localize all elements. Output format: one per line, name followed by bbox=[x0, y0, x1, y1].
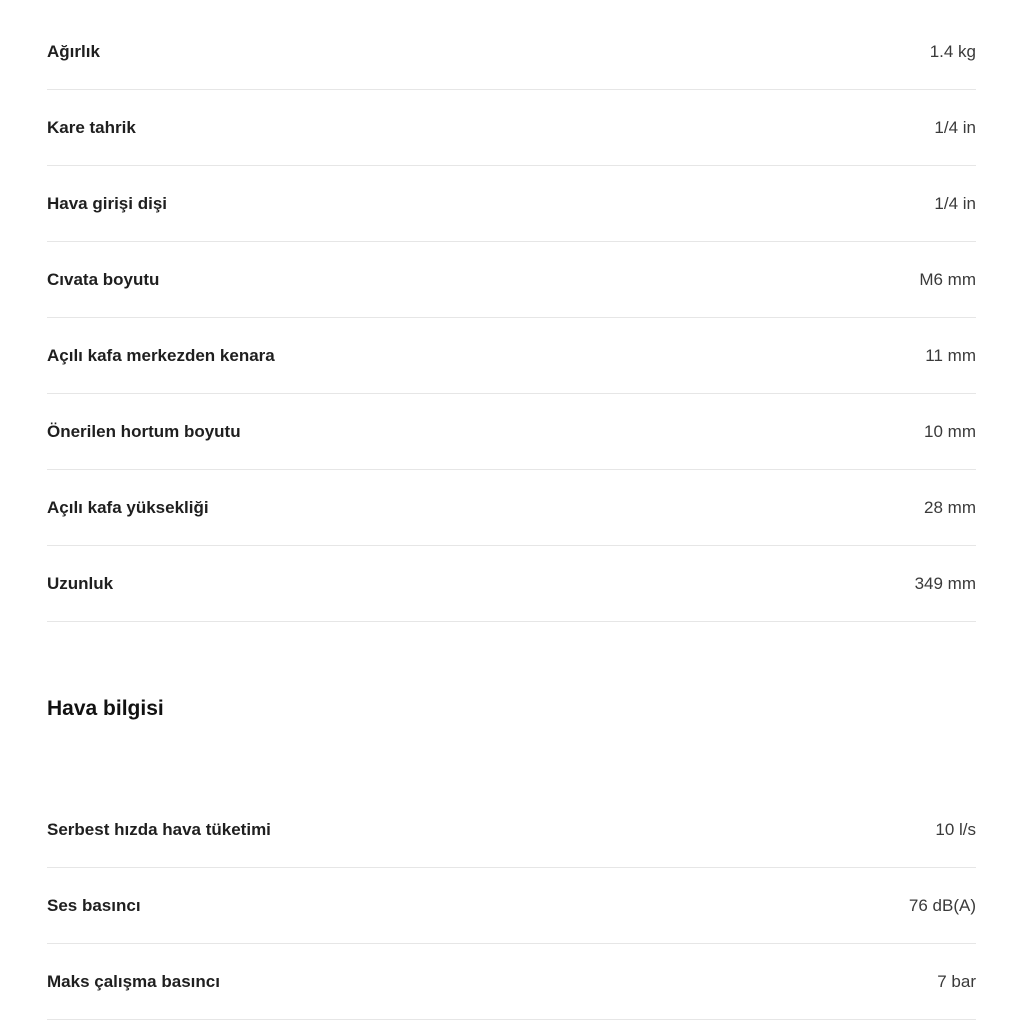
spec-label: Kare tahrik bbox=[47, 117, 136, 137]
spec-value: 76 dB(A) bbox=[908, 895, 976, 915]
spec-label: Maks çalışma basıncı bbox=[47, 971, 220, 991]
spec-label: Önerilen hortum boyutu bbox=[47, 421, 241, 441]
spec-label: Uzunluk bbox=[47, 573, 114, 593]
spec-row-bolt-size bbox=[47, 242, 976, 318]
spec-value: 1/4 in bbox=[934, 117, 976, 137]
spec-row-length bbox=[47, 546, 976, 622]
spec-row-max-working-pressure bbox=[47, 944, 976, 1020]
spec-value: M6 mm bbox=[919, 269, 976, 289]
spec-table-dimensions bbox=[47, 14, 976, 622]
spec-value: 349 mm bbox=[914, 573, 976, 593]
spec-table-air-info bbox=[47, 792, 976, 1020]
spec-value: 10 mm bbox=[924, 421, 976, 441]
spec-label: Açılı kafa yüksekliği bbox=[47, 497, 209, 517]
spec-value: 10 l/s bbox=[935, 819, 976, 839]
spec-label: Hava girişi dişi bbox=[47, 193, 167, 213]
spec-value: 28 mm bbox=[924, 497, 976, 517]
spec-value: 1.4 kg bbox=[929, 41, 976, 61]
spec-value: 7 bar bbox=[937, 971, 976, 991]
spec-label: Açılı kafa merkezden kenara bbox=[47, 345, 275, 365]
spec-row-square-drive bbox=[47, 90, 976, 166]
spec-value: 11 mm bbox=[925, 345, 976, 365]
spec-row-free-speed-air-consumption bbox=[47, 792, 976, 868]
spec-row-angle-head-center-to-side bbox=[47, 318, 976, 394]
spec-row-sound-pressure bbox=[47, 868, 976, 944]
spec-value: 1/4 in bbox=[934, 193, 976, 213]
spec-row-recommended-hose-size bbox=[47, 394, 976, 470]
section-heading-air-info: Hava bilgisi bbox=[47, 697, 164, 720]
spec-label: Serbest hızda hava tüketimi bbox=[47, 819, 271, 839]
spec-row-weight bbox=[47, 14, 976, 90]
spec-row-angle-head-height bbox=[47, 470, 976, 546]
spec-label: Ses basıncı bbox=[47, 895, 141, 915]
spec-row-air-inlet-thread bbox=[47, 166, 976, 242]
spec-label: Ağırlık bbox=[47, 41, 100, 61]
spec-label: Cıvata boyutu bbox=[47, 269, 160, 289]
